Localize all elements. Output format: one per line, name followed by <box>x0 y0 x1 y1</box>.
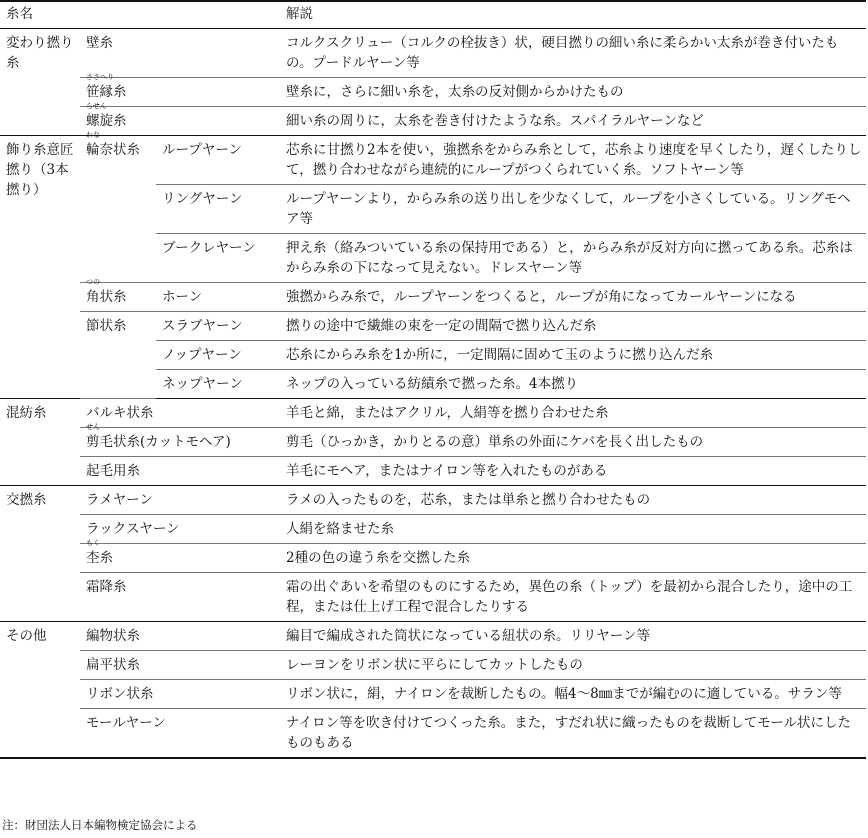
table-row <box>0 29 866 78</box>
ruby-wrap <box>86 131 140 160</box>
table-row <box>0 78 866 107</box>
ruby-wrap <box>86 102 127 131</box>
ruby-wrap <box>86 423 231 452</box>
yarn-desc: 2種の色の違う糸を交撚した糸 <box>280 544 866 573</box>
table-row <box>0 622 866 651</box>
ruby-wrap <box>86 539 113 568</box>
table-row <box>0 651 866 680</box>
yarn-name-cell <box>80 102 280 136</box>
yarn-name: 螺旋糸 <box>86 113 127 129</box>
yarn-desc: 霜の出ぐあいを希望のものにするため，異色の糸（トップ）を最初から混合したり，途中の工程，または仕上げ工程で混合したりする <box>280 573 866 622</box>
table-row <box>0 680 866 709</box>
ruby-wrap <box>86 278 127 307</box>
table-row <box>0 457 866 486</box>
yarn-desc: 芯糸に甘撚り2本を使い，強撚糸をからみ糸として，芯糸より速度を早くしたり，遅くしたりして，撚り合わせながら連続的にループがつくられていく糸。ソフトヤーン等 <box>280 136 866 185</box>
furigana: もく <box>86 539 100 547</box>
yarn-subtype: スラブヤーン <box>156 312 280 341</box>
yarn-desc: 羊毛にモヘア，またはナイロン等を入れたものがある <box>280 457 866 486</box>
category-sonota: その他 <box>0 622 80 759</box>
yarn-desc: 編目で編成された筒状になっている紐状の糸。リリヤーン等 <box>280 622 866 651</box>
yarn-desc: 剪毛（ひっかき，かりとるの意）単糸の外面にケバを長く出したもの <box>280 428 866 457</box>
yarn-name-cell <box>80 131 156 283</box>
yarn-name: モールヤーン <box>80 709 280 759</box>
furigana: ささへり <box>86 73 114 81</box>
yarn-name-cell <box>80 423 280 457</box>
yarn-desc: 羊毛と綿，またはアクリル，人絹等を撚り合わせた糸 <box>280 399 866 428</box>
yarn-subtype: ループヤーン <box>156 136 280 185</box>
yarn-name-cell <box>80 539 280 573</box>
yarn-name: 剪毛状糸(カットモヘア) <box>86 434 231 450</box>
category-kawari: 変わり撚り糸 <box>0 29 80 136</box>
table-row <box>0 709 866 759</box>
yarn-subtype: ホーン <box>156 283 280 312</box>
yarn-name: 角状糸 <box>86 289 127 305</box>
category-konbou: 混紡糸 <box>0 399 80 486</box>
yarn-subtype: リングヤーン <box>156 185 280 234</box>
source-note: 注：財団法人日本編物検定協会による <box>2 818 198 832</box>
table-row <box>0 399 866 428</box>
yarn-subtype: ノップヤーン <box>156 341 280 370</box>
yarn-name: 起毛用糸 <box>80 457 280 486</box>
yarn-desc: リボン状に，絹，ナイロンを裁断したもの。幅4～8㎜までが編むのに適している。サラン等 <box>280 680 866 709</box>
category-kounen: 交撚糸 <box>0 486 80 622</box>
header-desc: 解説 <box>280 1 866 29</box>
yarn-desc: ループヤーンより，からみ糸の送り出しを少なくして，ループを小さくしている。リングモヘア等 <box>280 185 866 234</box>
furigana: らせん <box>86 102 107 110</box>
header-name: 糸名 <box>0 1 280 29</box>
yarn-name: 節状糸 <box>80 312 156 399</box>
table-row <box>0 544 866 573</box>
yarn-desc: 細い糸の周りに，太糸を巻き付けたような糸。スパイラルヤーンなど <box>280 107 866 136</box>
yarn-desc: ラメの入ったものを，芯糸，または単糸と撚り合わせたもの <box>280 486 866 515</box>
table-row <box>0 428 866 457</box>
yarn-desc: 人絹を絡ませた糸 <box>280 515 866 544</box>
table-row <box>0 312 866 341</box>
yarn-name: 編物状糸 <box>80 622 280 651</box>
furigana: つの <box>86 278 100 286</box>
yarn-desc: 壁糸に，さらに細い糸を，太糸の反対側からかけたもの <box>280 78 866 107</box>
yarn-desc: レーヨンをリボン状に平らにしてカットしたもの <box>280 651 866 680</box>
yarn-desc: ナイロン等を吹き付けてつくった糸。また，すだれ状に織ったものを裁断してモール状にしたものもある <box>280 709 866 759</box>
yarn-subtype: ネップヤーン <box>156 370 280 399</box>
yarn-name: 霜降糸 <box>80 573 280 622</box>
yarn-desc: コルクスクリュー（コルクの栓抜き）状，硬目撚りの細い糸に柔らかい太糸が巻き付いたもの。プードルヤーン等 <box>280 29 866 78</box>
ruby-wrap <box>86 73 127 102</box>
table-row <box>0 573 866 622</box>
yarn-name: ラメヤーン <box>80 486 280 515</box>
yarn-name-cell <box>80 73 280 107</box>
yarn-name: バルキ状糸 <box>80 399 280 428</box>
yarn-desc: 芯糸にからみ糸を1か所に，一定間隔に固めて玉のように撚り込んだ糸 <box>280 341 866 370</box>
table-row <box>0 136 866 185</box>
yarn-desc: 押え糸（絡みついている糸の保持用である）と，からみ糸が反対方向に撚ってある糸。芯糸はからみ糸の下になって見えない。ドレスヤーン等 <box>280 234 866 283</box>
table-row <box>0 107 866 136</box>
yarn-desc: 強撚からみ糸で，ループヤーンをつくると，ループが角になってカールヤーンになる <box>280 283 866 312</box>
yarn-name: ラックスヤーン <box>80 515 280 544</box>
yarn-desc: ネップの入っている紡績糸で撚った糸。4本撚り <box>280 370 866 399</box>
yarn-name: 扁平状糸 <box>80 651 280 680</box>
yarn-name: 杢糸 <box>86 550 113 566</box>
category-kazari: 飾り糸意匠撚り（3本撚り） <box>0 136 80 399</box>
yarn-name: リボン状糸 <box>80 680 280 709</box>
table-row <box>0 283 866 312</box>
yarn-name: 笹縁糸 <box>86 84 127 100</box>
furigana: わな <box>86 131 100 139</box>
yarn-name-cell <box>80 278 156 312</box>
table-row <box>0 486 866 515</box>
yarn-name: 壁糸 <box>80 29 280 78</box>
yarn-subtype: ブークレヤーン <box>156 234 280 283</box>
furigana: せん <box>86 423 100 431</box>
yarn-name: 輪奈状糸 <box>86 142 140 158</box>
yarn-desc: 撚りの途中で繊維の束を一定の間隔で撚り込んだ糸 <box>280 312 866 341</box>
header-row <box>0 1 866 29</box>
table-row <box>0 515 866 544</box>
